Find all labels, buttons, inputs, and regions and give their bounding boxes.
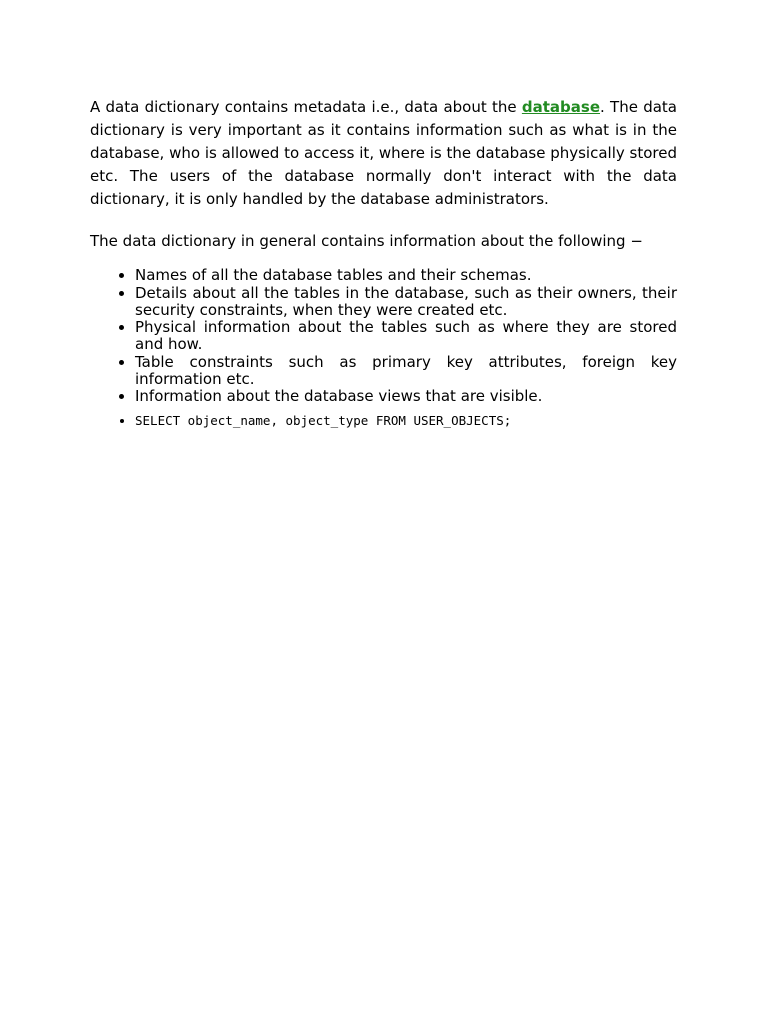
list-item: • Table constraints such as primary key attributes, foreign key information etc. — [135, 354, 677, 388]
list-item: • Names of all the database tables and their schemas. — [135, 267, 677, 284]
list-item: • Physical information about the tables such as where they are stored and how. — [135, 319, 677, 353]
intro-text-after: . The data dictionary is very important as it contains information such as what is in the database, who is allowed to access it, where is the database physically stored etc. The users of the database normally don't interact with the data dictionary, it is only handled by the database administrators. — [90, 98, 677, 208]
list-item: • Details about all the tables in the database, such as their owners, their security constraints, when they were created etc. — [135, 285, 677, 319]
intro-paragraph — [90, 96, 677, 211]
lead-paragraph: The data dictionary in general contains information about the following − — [90, 232, 643, 250]
list-item: • Information about the database views that are visible. — [135, 388, 677, 405]
intro-text-before: A data dictionary contains metadata i.e., data about the — [90, 98, 522, 116]
code-list — [90, 412, 677, 430]
info-list — [90, 267, 677, 405]
document-body — [90, 96, 677, 430]
database-link[interactable]: database — [521, 98, 601, 116]
code-line: • SELECT object_name, object_type FROM USER_OBJECTS; — [135, 412, 677, 430]
